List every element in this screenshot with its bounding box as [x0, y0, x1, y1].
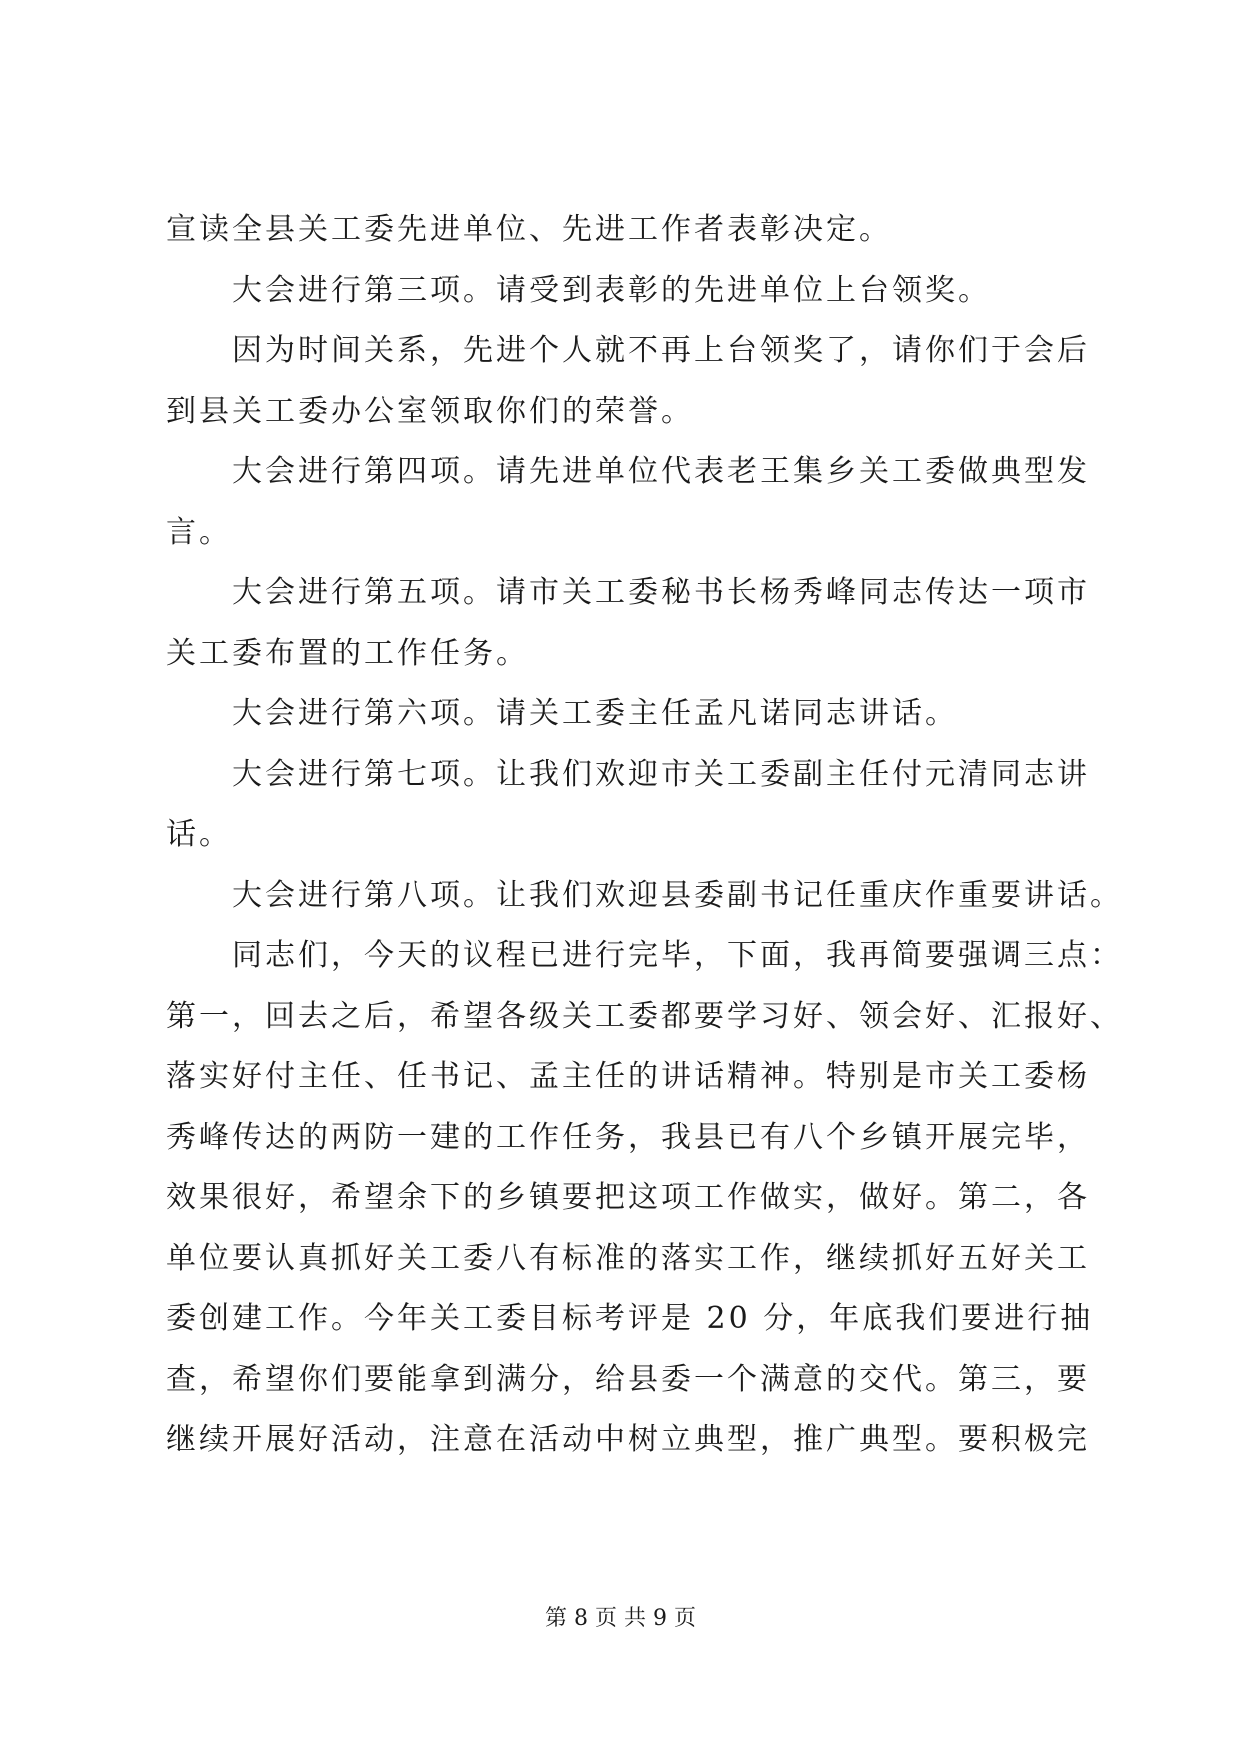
- text-line: 第一，回去之后，希望各级关工委都要学习好、领会好、汇报好、: [166, 998, 1123, 1034]
- text-line: 大会进行第三项。请受到表彰的先进单位上台领奖。: [232, 272, 991, 308]
- page-number: 第 8 页 共 9 页: [545, 1606, 696, 1631]
- text-line: 单位要认真抓好关工委八有标准的落实工作，继续抓好五好关工: [166, 1240, 1090, 1276]
- text-line: 关工委布置的工作任务。: [166, 635, 529, 671]
- text-line: 话。: [166, 817, 232, 852]
- text-line: 效果很好，希望余下的乡镇要把这项工作做实，做好。第二，各: [166, 1180, 1090, 1215]
- text-line: 秀峰传达的两防一建的工作任务，我县已有八个乡镇开展完毕，: [166, 1119, 1090, 1155]
- text-line: 言。: [166, 514, 232, 550]
- text-line: 大会进行第四项。请先进单位代表老王集乡关工委做典型发: [232, 454, 1090, 489]
- text-line: 委创建工作。今年关工委目标考评是 20 分，年底我们要进行抽: [166, 1301, 1094, 1336]
- text-line: 宣读全县关工委先进单位、先进工作者表彰决定。: [166, 212, 892, 247]
- text-line: 同志们，今天的议程已进行完毕，下面，我再简要强调三点：: [232, 938, 1123, 973]
- text-line: 大会进行第八项。让我们欢迎县委副书记任重庆作重要讲话。: [232, 877, 1123, 913]
- text-line: 大会进行第六项。请关工委主任孟凡诺同志讲话。: [232, 696, 958, 731]
- text-line: 大会进行第七项。让我们欢迎市关工委副主任付元清同志讲: [232, 756, 1090, 792]
- text-line: 大会进行第五项。请市关工委秘书长杨秀峰同志传达一项市: [232, 575, 1090, 610]
- document-body: [166, 200, 1123, 1471]
- text-line: 落实好付主任、任书记、孟主任的讲话精神。特别是市关工委杨: [166, 1059, 1090, 1094]
- page-footer: [0, 1604, 1241, 1634]
- text-line: 到县关工委办公室领取你们的荣誉。: [166, 393, 694, 429]
- text-line: 因为时间关系，先进个人就不再上台领奖了，请你们于会后: [232, 333, 1090, 368]
- text-line: 查，希望你们要能拿到满分，给县委一个满意的交代。第三，要: [166, 1361, 1090, 1397]
- text-line: 继续开展好活动，注意在活动中树立典型，推广典型。要积极完: [166, 1422, 1090, 1457]
